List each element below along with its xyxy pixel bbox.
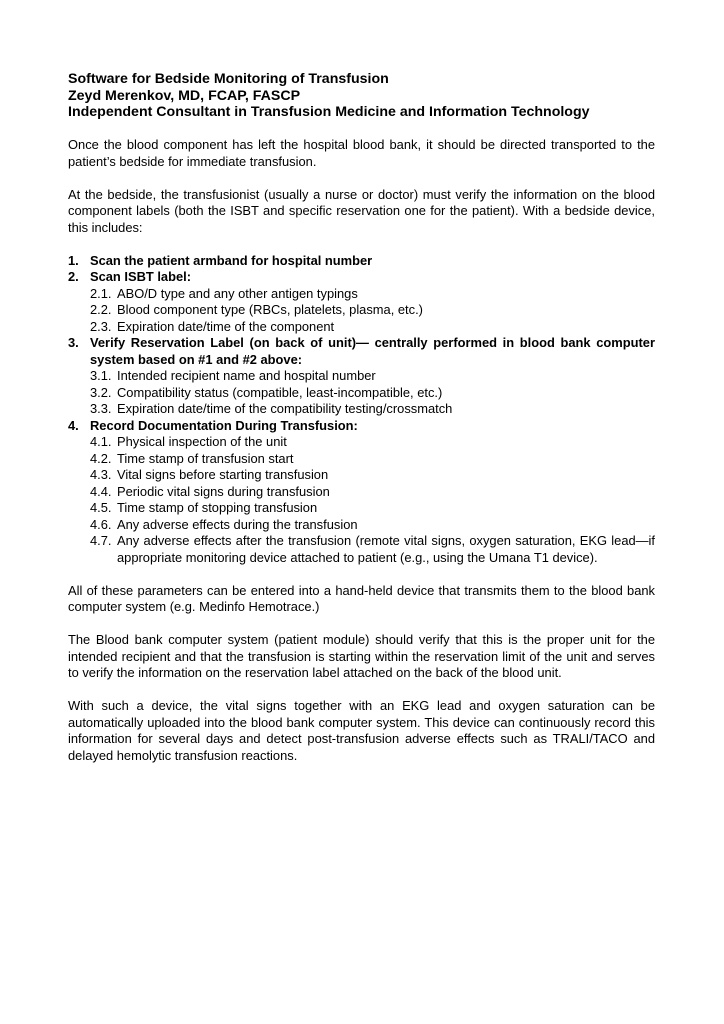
paragraph-intro: Once the blood component has left the hospital blood bank, it should be directed transported to the patient’s bedside for immediate transfusion. [68, 137, 655, 169]
list-subitem [68, 302, 655, 319]
list-subitem-number: 2.1. [90, 285, 112, 301]
list-subitem-text: Any adverse effects during the transfusion [117, 516, 358, 532]
list-subitem [68, 484, 655, 501]
list-subitem-number: 4.7. [90, 533, 112, 548]
list-item-text: Scan ISBT label: [90, 269, 192, 284]
paragraph-continuous-monitoring: With such a device, the vital signs together with an EKG lead and oxygen saturation can be automatically uploaded into the blood bank computer system. This device can continuously record this information for several days and detect post-transfusion adverse effects such as TRALI/TACO and delayed hemolytic transfusion reactions. [68, 698, 655, 763]
list-subitem [68, 517, 655, 534]
list-item [68, 269, 655, 286]
list-subitem-text: Blood component type (RBCs, platelets, plasma, etc.) [117, 302, 423, 317]
document-author-role: Independent Consultant in Transfusion Medicine and Information Technology [68, 104, 590, 120]
list-item-text: Record Documentation During Transfusion: [90, 417, 358, 433]
list-subitem-number: 4.1. [90, 434, 112, 449]
list-subitem-text: Time stamp of stopping transfusion [117, 500, 318, 515]
list-subitem-number: 3.1. [90, 368, 112, 383]
list-subitem-text: Any adverse effects after the transfusion (remote vital signs, oxygen saturation, EKG lead—if appropriate monitoring device attached to patient (e.g., using the Umana T1 device). [117, 533, 655, 565]
list-item-text: Verify Reservation Label (on back of unit)— centrally performed in blood bank computer system based on #1 and #2 above: [90, 335, 655, 367]
list-subitem [68, 368, 655, 385]
list-subitem [68, 451, 655, 468]
list-subitem-number: 4.3. [90, 467, 112, 482]
list-item [68, 335, 655, 368]
list-subitem [68, 533, 655, 566]
list-subitem-text: Periodic vital signs during transfusion [117, 483, 330, 499]
list-subitem-text: Vital signs before starting transfusion [117, 467, 329, 482]
list-subitem [68, 434, 655, 451]
list-item [68, 253, 655, 270]
list-item [68, 418, 655, 435]
document-title: Software for Bedside Monitoring of Transfusion [68, 71, 389, 87]
list-subitem-text: Expiration date/time of the component [117, 318, 335, 334]
list-item-number: 2. [68, 269, 79, 284]
list-subitem-text: ABO/D type and any other antigen typings [117, 285, 358, 301]
list-subitem-number: 3.3. [90, 401, 112, 416]
paragraph-handheld-device: All of these parameters can be entered into a hand-held device that transmits them to the blood bank computer system (e.g. Medinfo Hemotrace.) [68, 582, 655, 614]
list-subitem-number: 3.2. [90, 384, 112, 400]
verification-steps-list [68, 253, 655, 567]
list-subitem-text: Compatibility status (compatible, least-incompatible, etc.) [117, 384, 443, 400]
document-author: Zeyd Merenkov, MD, FCAP, FASCP [68, 87, 301, 104]
list-subitem-number: 4.2. [90, 450, 112, 466]
list-subitem [68, 319, 655, 336]
list-subitem-text: Time stamp of transfusion start [117, 450, 294, 466]
list-subitem-text: Intended recipient name and hospital number [117, 368, 376, 383]
list-subitem-number: 4.5. [90, 500, 112, 515]
list-subitem-number: 2.3. [90, 318, 112, 334]
list-subitem [68, 500, 655, 517]
list-subitem-text: Expiration date/time of the compatibility testing/crossmatch [117, 401, 453, 416]
list-subitem-text: Physical inspection of the unit [117, 434, 287, 449]
list-subitem [68, 385, 655, 402]
list-item-number: 4. [68, 417, 79, 433]
list-subitem-number: 2.2. [90, 302, 112, 317]
list-item-text: Scan the patient armband for hospital number [90, 252, 373, 268]
paragraph-bedside-verification: At the bedside, the transfusionist (usually a nurse or doctor) must verify the information on the blood component labels (both the ISBT and specific reservation one for the patient). With a bedside device, this includes: [68, 186, 655, 235]
list-item-number: 1. [68, 252, 79, 268]
list-subitem [68, 467, 655, 484]
list-subitem [68, 401, 655, 418]
list-item-number: 3. [68, 335, 79, 350]
list-subitem-number: 4.6. [90, 516, 112, 532]
list-subitem [68, 286, 655, 303]
list-subitem-number: 4.4. [90, 483, 112, 499]
paragraph-bloodbank-system: The Blood bank computer system (patient module) should verify that this is the proper unit for the intended recipient and that the transfusion is starting within the reservation limit of the unit and serves to verify the information on the reservation label attached on the back of the blood unit. [68, 632, 655, 680]
